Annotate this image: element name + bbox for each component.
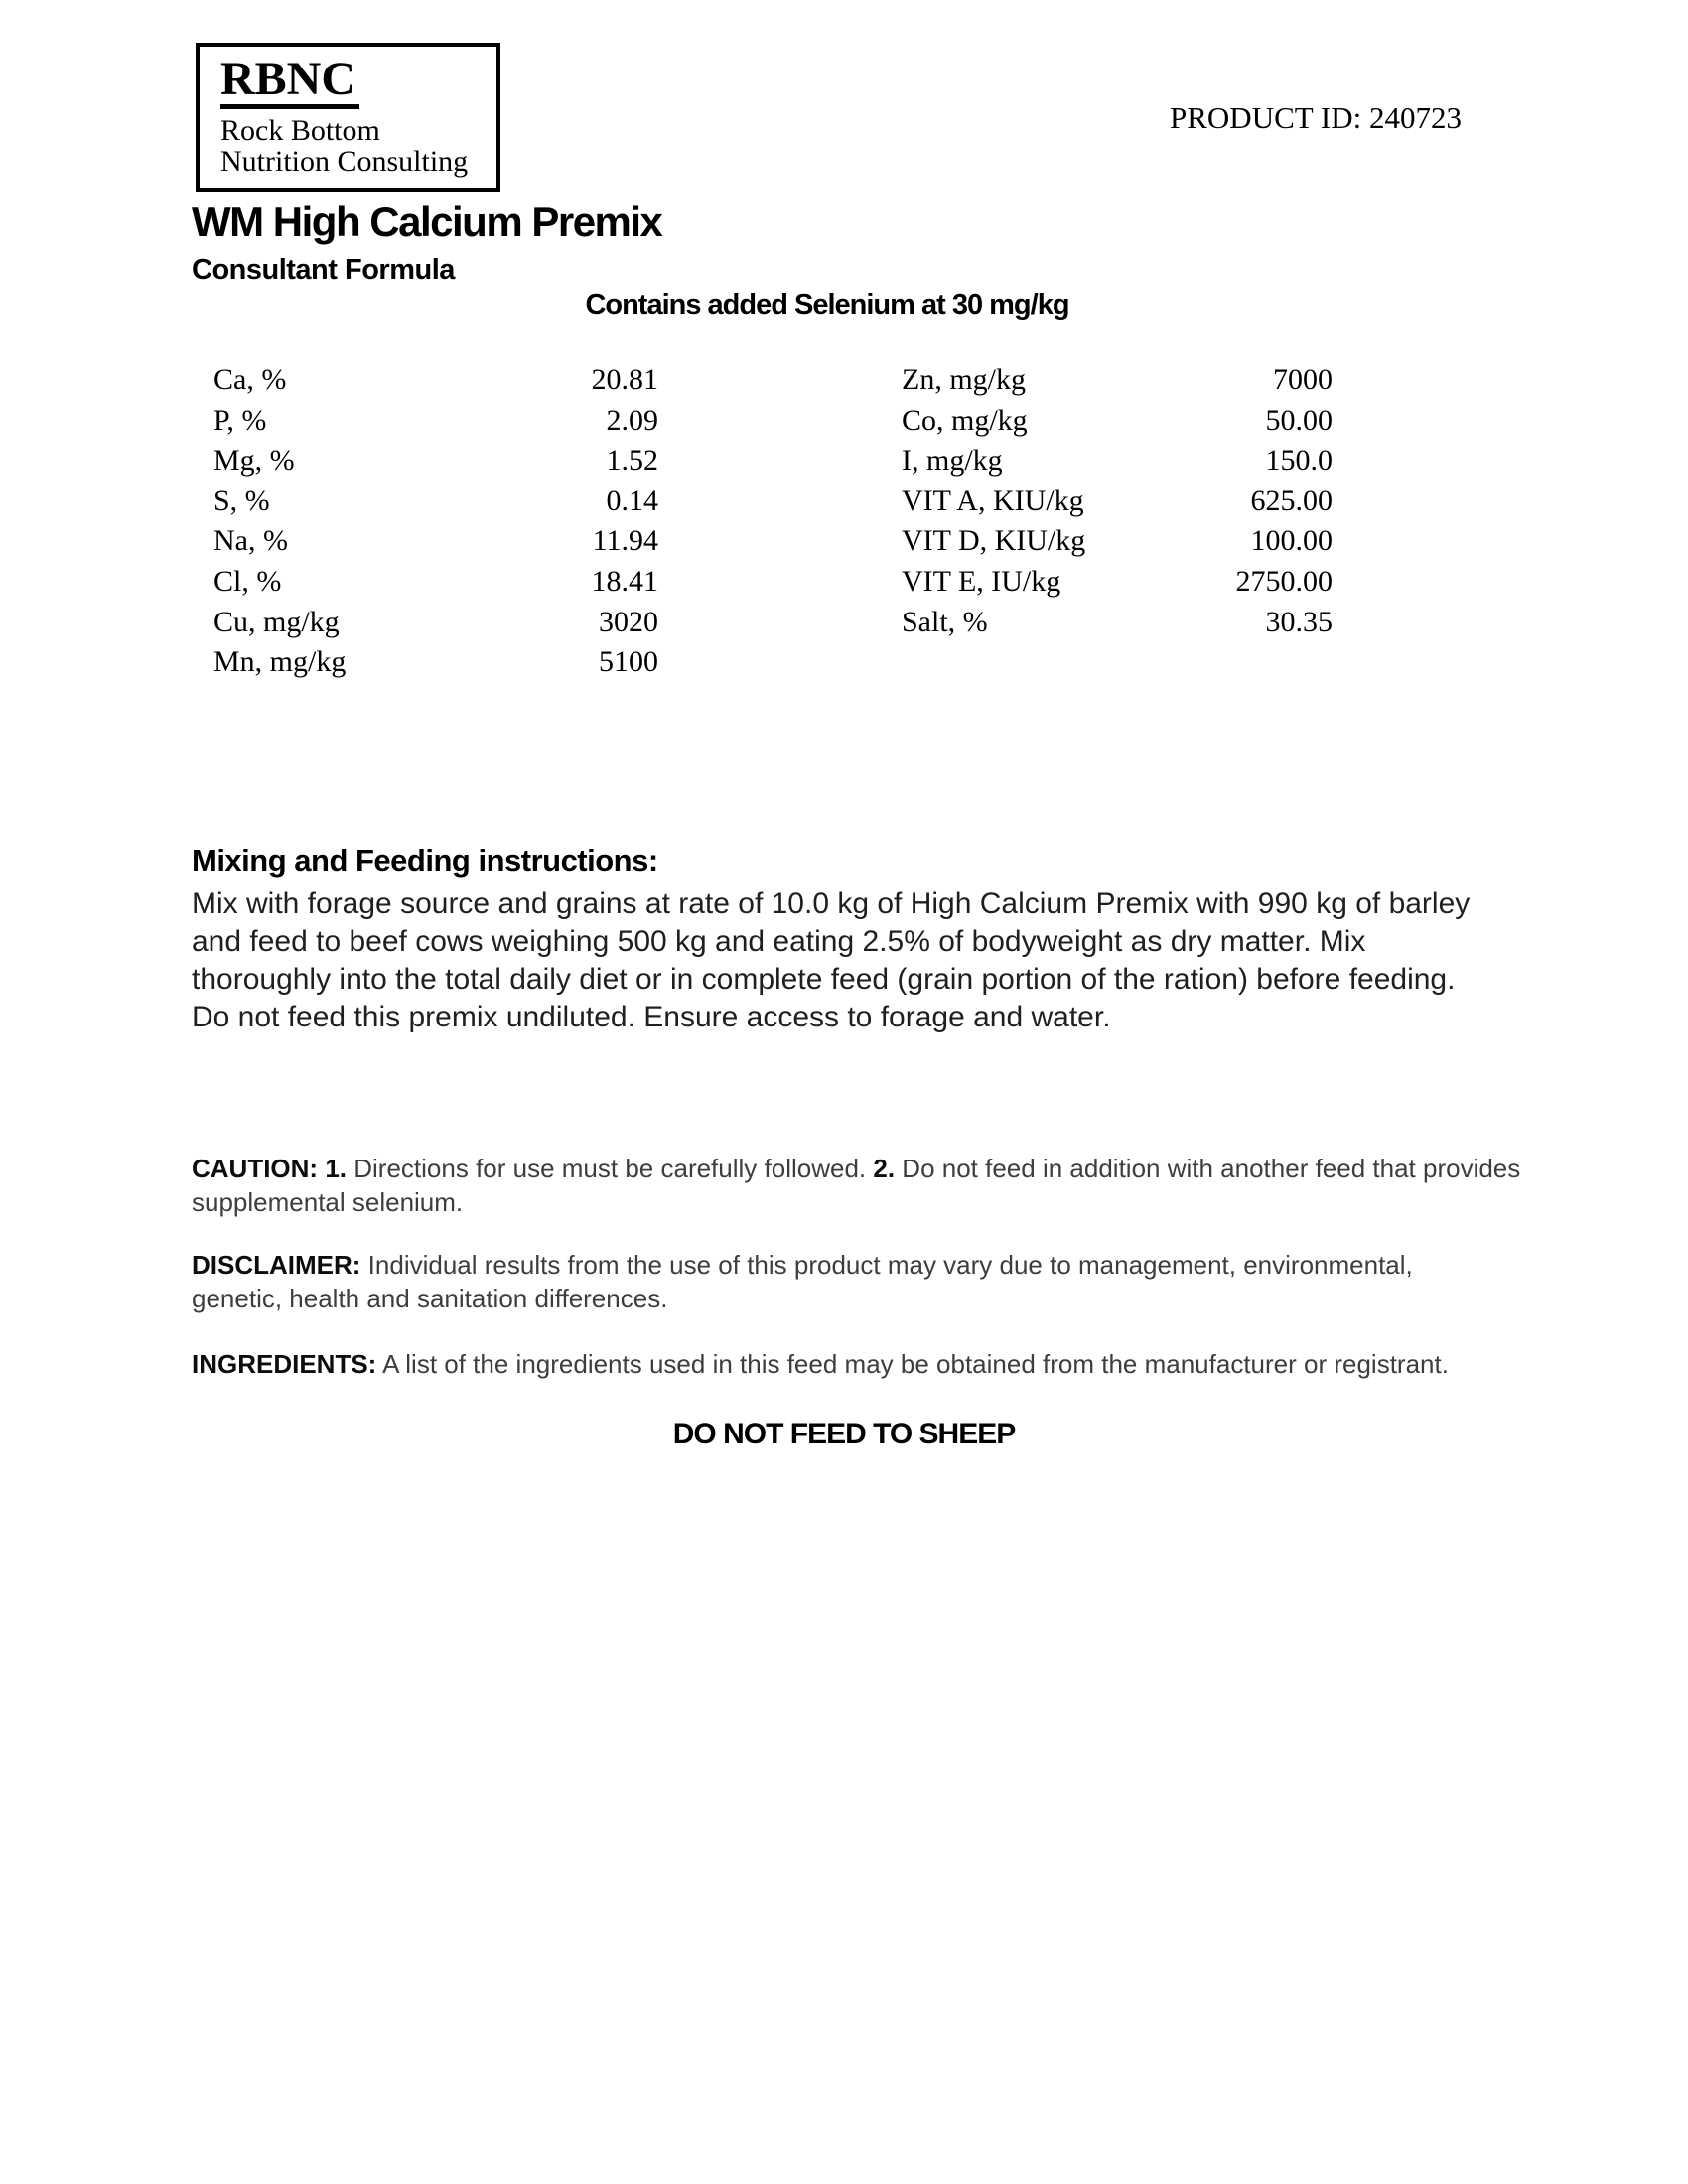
- nutrient-label: Mn, mg/kg: [213, 645, 347, 679]
- table-row: [902, 524, 1333, 565]
- table-row: [213, 363, 658, 404]
- nutrient-value: 30.35: [1265, 605, 1333, 638]
- table-row: [213, 565, 658, 606]
- nutrient-label: Co, mg/kg: [902, 403, 1028, 437]
- caution-item2-text: Do not feed in addition with another feed that provides supplemental selenium.: [192, 1154, 1521, 1217]
- mixing-instructions-heading: Mixing and Feeding instructions:: [192, 843, 658, 878]
- table-row: [213, 404, 658, 445]
- ingredients-paragraph: [192, 1347, 1482, 1381]
- caution-item1-text: Directions for use must be carefully followed.: [353, 1154, 867, 1183]
- table-row: [902, 606, 1333, 646]
- nutrient-label: Cl, %: [213, 564, 282, 598]
- table-row: [902, 444, 1333, 484]
- company-name-line2: Nutrition Consulting: [220, 145, 469, 178]
- nutrient-label: VIT A, KIU/kg: [902, 483, 1084, 517]
- nutrient-value: 1.52: [606, 444, 658, 478]
- table-row: [902, 565, 1333, 606]
- table-row: [902, 484, 1333, 525]
- ingredients-text: A list of the ingredients used in this feed may be obtained from the manufacturer or registrant.: [382, 1349, 1449, 1379]
- table-row: [902, 363, 1333, 404]
- nutrient-label: Salt, %: [902, 605, 988, 638]
- nutrient-label: Na, %: [213, 524, 288, 558]
- nutrient-value: 18.41: [591, 564, 658, 598]
- sheep-warning: DO NOT FEED TO SHEEP: [672, 1418, 1016, 1450]
- nutrient-label: I, mg/kg: [902, 444, 1003, 478]
- ingredients-label: INGREDIENTS:: [192, 1349, 377, 1379]
- caution-item2-number: 2.: [873, 1154, 896, 1183]
- table-row: [213, 484, 658, 525]
- caution-label: CAUTION:: [192, 1154, 319, 1183]
- nutrient-value: 100.00: [1250, 524, 1333, 558]
- nutrient-label: VIT E, IU/kg: [902, 564, 1061, 598]
- nutrient-label: Cu, mg/kg: [213, 605, 340, 638]
- nutrient-label: Mg, %: [213, 444, 295, 478]
- caution-item1-number: 1.: [325, 1154, 348, 1183]
- product-id: PRODUCT ID: 240723: [1170, 100, 1462, 135]
- disclaimer-paragraph: [192, 1248, 1492, 1315]
- nutrient-table-left-column: [213, 363, 658, 686]
- nutrient-value: 20.81: [591, 363, 658, 396]
- selenium-note: Contains added Selenium at 30 mg/kg: [585, 289, 1069, 321]
- nutrient-table-right-column: [902, 363, 1333, 645]
- caution-paragraph: [192, 1152, 1572, 1219]
- nutrient-value: 11.94: [592, 524, 658, 558]
- formula-subtitle: Consultant Formula: [192, 254, 455, 286]
- disclaimer-label: DISCLAIMER:: [192, 1250, 361, 1280]
- company-name-line1: Rock Bottom: [220, 114, 380, 147]
- nutrient-value: 0.14: [606, 483, 658, 517]
- table-row: [213, 645, 658, 686]
- nutrient-value: 7000: [1273, 363, 1333, 396]
- nutrient-value: 2.09: [606, 403, 658, 437]
- nutrient-value: 150.0: [1265, 444, 1333, 478]
- mixing-instructions-body: Mix with forage source and grains at rate of 10.0 kg of High Calcium Premix with 990 kg of barley and feed to beef cows weighing 500 kg and eating 2.5% of bodyweight as dry matter. Mix thoroughly into the total daily diet or in complete feed (grain portion of the ration) before feeding. Do not feed this premix undiluted. Ensure access to forage and water.: [192, 887, 1471, 1033]
- nutrient-value: 5100: [599, 645, 658, 679]
- nutrient-value: 2750.00: [1235, 564, 1333, 598]
- nutrient-value: 625.00: [1250, 483, 1333, 517]
- page-title: WM High Calcium Premix: [192, 199, 662, 245]
- disclaimer-text: Individual results from the use of this product may vary due to management, environmental, genetic, health and sanitation differences.: [192, 1250, 1413, 1313]
- table-row: [213, 444, 658, 484]
- nutrient-label: S, %: [213, 483, 270, 517]
- nutrient-label: VIT D, KIU/kg: [902, 524, 1086, 558]
- company-logo-box: [196, 43, 500, 192]
- table-row: [902, 404, 1333, 445]
- nutrient-label: P, %: [213, 403, 267, 437]
- company-acronym: RBNC: [220, 57, 359, 109]
- nutrient-value: 50.00: [1265, 403, 1333, 437]
- table-row: [213, 606, 658, 646]
- nutrient-label: Zn, mg/kg: [902, 363, 1026, 396]
- table-row: [213, 524, 658, 565]
- nutrient-value: 3020: [599, 605, 658, 638]
- nutrient-label: Ca, %: [213, 363, 287, 396]
